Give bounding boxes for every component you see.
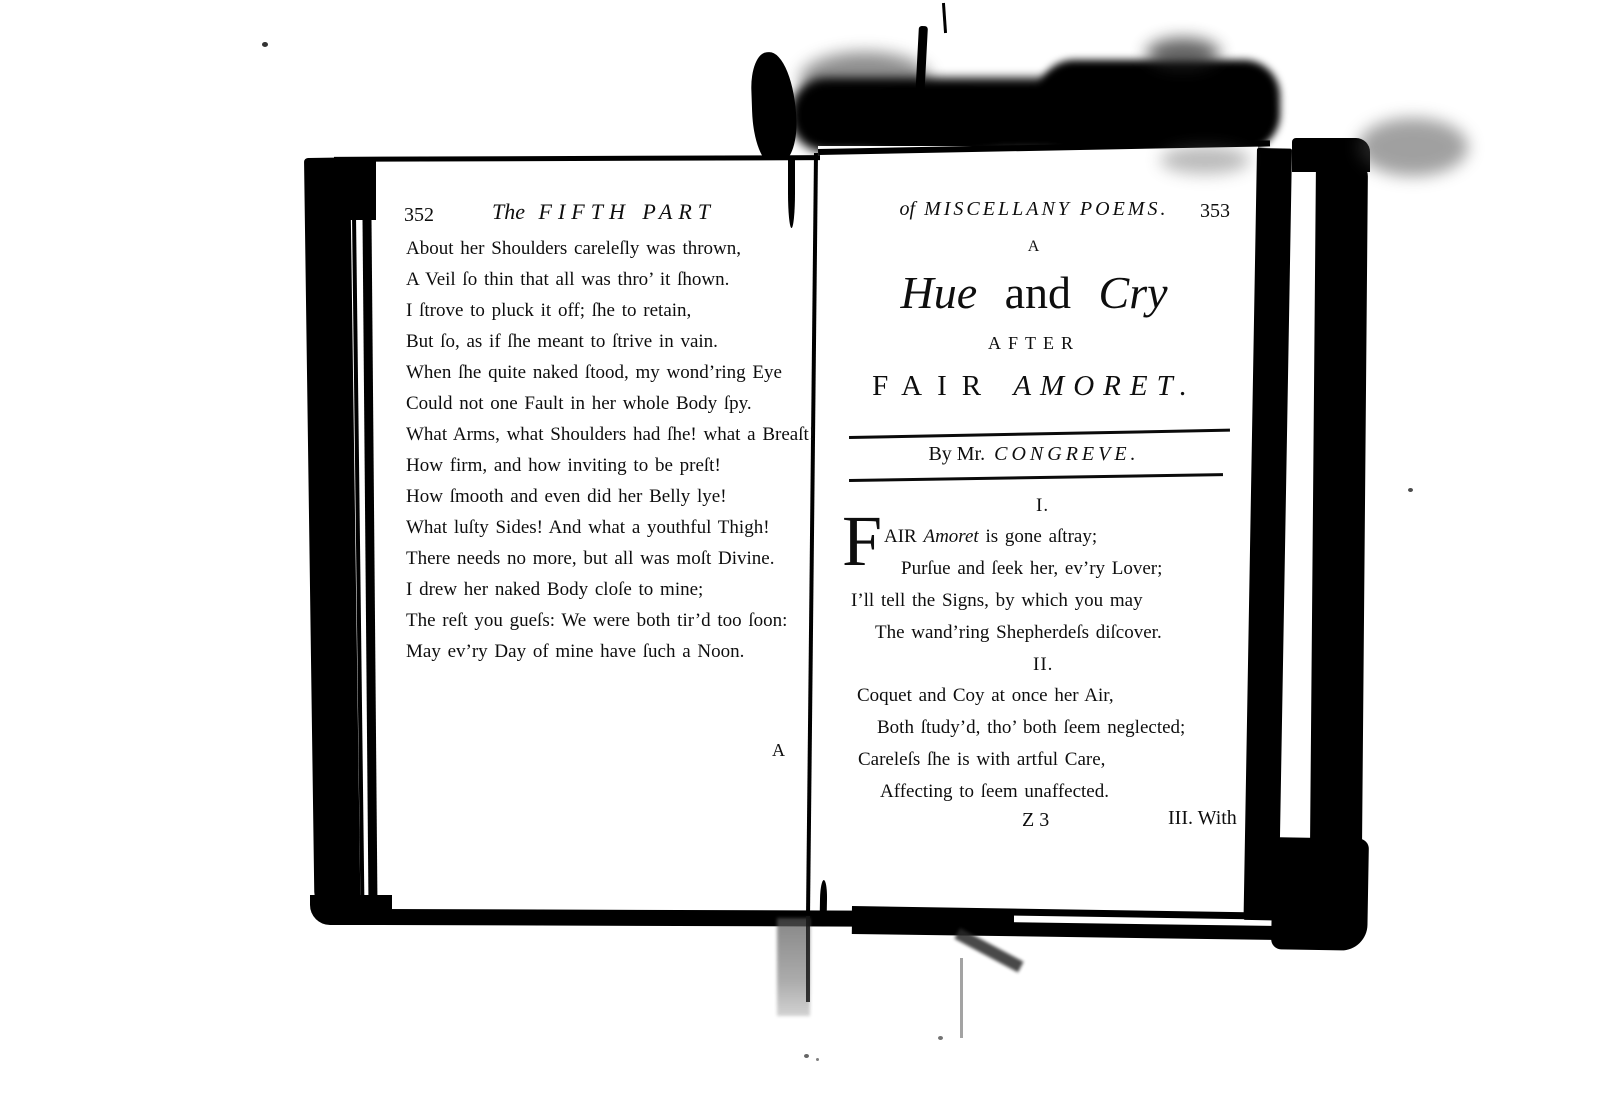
signature-mark: Z 3 xyxy=(1022,809,1050,831)
poem-line: Coquet and Coy at once her Air, xyxy=(857,685,1114,706)
poem-title-word: and xyxy=(1004,267,1072,318)
page-number: 352 xyxy=(404,204,434,226)
ink-smudge xyxy=(1146,38,1220,70)
poem-line: Could not one Fault in her whole Body ſpy. xyxy=(406,393,752,414)
byline-author: CONGREVE. xyxy=(994,443,1140,465)
book-bottom-corner xyxy=(1271,837,1369,951)
poem-line: Both ſtudy’d, tho’ both ſeem neglected; xyxy=(877,717,1186,738)
book-bottom-edge xyxy=(852,920,1324,941)
poem-title-word: Cry xyxy=(1098,267,1168,318)
poem-line: What Arms, what Shoulders had ſhe! what a Breaſt! xyxy=(406,424,816,445)
poem-line: But ſo, as if ſhe meant to ſtrive in vain. xyxy=(406,331,718,352)
poem-line xyxy=(884,526,1097,548)
poem-body-left xyxy=(406,233,815,667)
poem-line: May ev’ry Day of mine have ſuch a Noon. xyxy=(406,641,745,662)
poem-line: About her Shoulders careleſly was thrown, xyxy=(406,238,742,259)
poem-title-amoret: AMORET. xyxy=(1013,370,1196,402)
poem-line: What luſty Sides! And what a youthful Thigh! xyxy=(406,517,770,538)
signature-mark: A xyxy=(772,740,785,760)
ink-smudge xyxy=(750,51,798,164)
ink-streak xyxy=(960,958,963,1038)
ink-smudge xyxy=(1038,60,1280,150)
poem-title-article: A xyxy=(1027,238,1041,255)
byline xyxy=(838,443,1230,466)
poem-title xyxy=(838,266,1230,319)
running-title-left xyxy=(492,199,716,225)
ink-speck xyxy=(262,42,268,47)
page-number: 353 xyxy=(1200,200,1230,222)
ink-drip xyxy=(788,158,795,228)
poem-line: The wand’ring Shepherdeſs diſcover. xyxy=(875,622,1162,643)
poem-line: I’ll tell the Signs, by which you may xyxy=(851,590,1143,611)
ink-speck xyxy=(938,1036,943,1040)
catchword: III. With xyxy=(1168,807,1237,829)
ink-streak xyxy=(806,916,810,1002)
poem-line: When ſhe quite naked ſtood, my wond’ring Eye xyxy=(406,362,782,383)
poem-line: Affecting to ſeem unaffected. xyxy=(880,781,1109,802)
poem-line: How ſmooth and even did her Belly lye! xyxy=(406,486,727,507)
poem-line-rest: is gone aſtray; xyxy=(985,526,1098,547)
poem-line: The reſt you gueſs: We were both tir’d too ſoon: xyxy=(406,610,788,631)
poem-line: How firm, and how inviting to be preſt! xyxy=(406,455,721,476)
running-title-right xyxy=(838,198,1230,221)
byline-lead: By Mr. xyxy=(928,443,986,465)
poem-line: I ſtrove to pluck it off; ſhe to retain, xyxy=(406,300,692,321)
stanza-numeral: II. xyxy=(1033,654,1054,675)
poem-line: I drew her naked Body cloſe to mine; xyxy=(406,579,704,600)
poem-line: A Veil ſo thin that all was thro’ it ſhown. xyxy=(406,269,730,290)
running-title-lead: of xyxy=(899,198,916,220)
ink-smudge xyxy=(1160,146,1250,174)
book-edge-right-outer xyxy=(1309,160,1368,938)
poem-title-word: Hue xyxy=(900,267,978,318)
ink-speck xyxy=(816,1058,819,1061)
drop-cap: F xyxy=(842,501,883,581)
running-title-text: FIFTH PART xyxy=(538,199,717,224)
ink-smudge xyxy=(1358,118,1468,176)
stanza-numeral: I. xyxy=(1036,495,1050,516)
running-title-text: MISCELLANY POEMS. xyxy=(924,198,1169,220)
poem-line: Careleſs ſhe is with artful Care, xyxy=(858,749,1106,770)
poem-line-caps: AIR xyxy=(884,526,917,547)
poem-line: Purſue and ſeek her, ev’ry Lover; xyxy=(901,558,1163,579)
poem-title-subject xyxy=(838,370,1230,403)
ink-speck xyxy=(804,1054,809,1058)
poem-title-fair: FAIR xyxy=(872,370,997,402)
poem-line-name: Amoret xyxy=(923,526,979,547)
poem-line: There needs no more, but all was moſt Divine. xyxy=(406,548,775,569)
ink-speck xyxy=(1408,488,1413,492)
running-title-lead: The xyxy=(492,199,525,224)
poem-title-after: AFTER xyxy=(987,333,1080,353)
ink-streak xyxy=(942,3,947,33)
